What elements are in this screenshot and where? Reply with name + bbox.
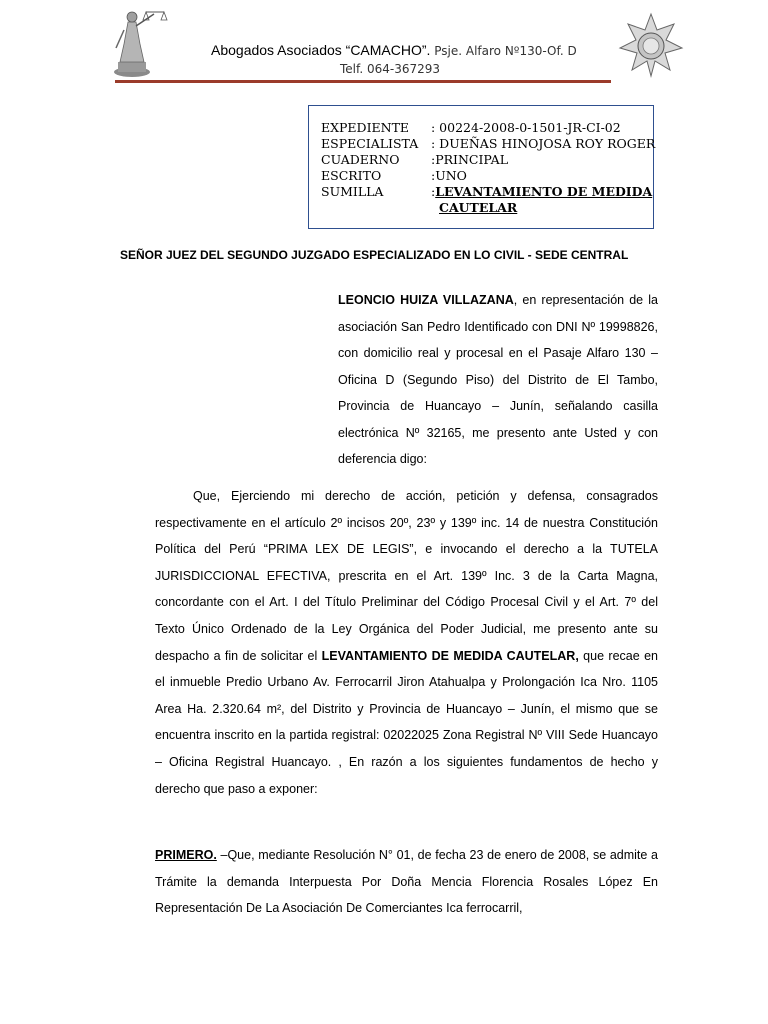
case-info-box	[308, 105, 654, 229]
paragraph-text: Que, Ejerciendo mi derecho de acción, petición y defensa, consagrados respectivamente en el artículo 2º incisos 20º, 23º y 139º inc. 14 de nuestra Constitución Política del Perú “PRIMA LEX DE LEGIS”, e invocando el derecho a la TUTELA JURISDICCIONAL EFECTIVA, prescrita en el Art. 139º Inc. 3 de la Carta Magna, concordante con el Art. I del Título Preliminar del Código Procesal Civil y el Art. 7º del Texto Único Ordenado de la Ley Orgánica del Poder Judicial, me presento ante su despacho a fin de solicitar el	[155, 489, 658, 663]
case-row-escrito	[321, 168, 467, 183]
section-heading-primero: PRIMERO.	[155, 848, 217, 862]
paragraph-bold-text: LEVANTAMIENTO DE MEDIDA CAUTELAR,	[321, 648, 579, 663]
case-label: ESPECIALISTA	[321, 136, 419, 151]
case-value: : DUEÑAS HINOJOSA ROY ROGER	[431, 136, 656, 151]
firm-address: Psje. Alfaro Nº130-Of. D	[430, 44, 577, 58]
firm-name: Abogados Asociados “CAMACHO”.	[211, 42, 431, 58]
intro-paragraph	[338, 287, 658, 473]
lady-justice-logo	[110, 4, 168, 78]
paragraph-text: –Que, mediante Resolución N° 01, de fecha 23 de enero de 2008, se admite a Trámite la demanda Interpuesta Por Doña Mencia Florencia Rosales López En Representación De La Asociación De Comerciantes Ica ferrocarril,	[155, 848, 658, 916]
police-star-logo	[618, 12, 684, 78]
case-label: SUMILLA	[321, 184, 384, 199]
sumilla-value: LEVANTAMIENTO DE MEDIDA	[435, 184, 653, 199]
case-label: CUADERNO	[321, 152, 400, 167]
case-value: : 00224-2008-0-1501-JR-CI-02	[431, 120, 621, 135]
firm-header	[211, 42, 577, 58]
paragraph-text: que recae en el inmueble Predio Urbano Av. Ferrocarril Jiron Atahualpa y Prolongación Ica Nro. 1105 Area Ha. 2.320.64 m², del Distrito y Provincia de Huancayo – Junín, el mismo que se encuentra inscrito en la partida registral: 02022025 Zona Registral Nº VIII Sede Huancayo – Oficina Registral Huancayo. , En razón a los siguientes fundamentos de hecho y derecho que paso a exponer:	[155, 648, 658, 796]
case-row-cuaderno	[321, 152, 508, 167]
sumilla-value-cont: CAUTELAR	[439, 200, 518, 215]
case-colon: :	[431, 184, 436, 199]
case-label: ESCRITO	[321, 168, 382, 183]
intro-text: , en representación de la asociación San Pedro Identificado con DNI Nº 19998826, con domicilio real y procesal en el Pasaje Alfaro 130 – Oficina D (Segundo Piso) del Distrito de El Tambo, Provincia de Huancayo – Junín, señalando casilla electrónica Nº 32165, me presento ante Usted y con deferencia digo:	[338, 293, 658, 466]
petitioner-name: LEONCIO HUIZA VILLAZANA	[338, 293, 514, 307]
case-value: :PRINCIPAL	[431, 152, 509, 167]
court-heading: SEÑOR JUEZ DEL SEGUNDO JUZGADO ESPECIALIZADO EN LO CIVIL - SEDE CENTRAL	[120, 248, 629, 262]
firm-phone: Telf. 064-367293	[340, 62, 441, 76]
case-value: :UNO	[431, 168, 467, 183]
header-divider	[115, 80, 611, 83]
case-row-especialista	[321, 136, 655, 151]
case-label: EXPEDIENTE	[321, 120, 410, 135]
body-paragraph-2	[155, 842, 658, 922]
case-row-expediente	[321, 120, 621, 135]
body-paragraph-1	[155, 483, 658, 802]
case-row-sumilla	[321, 184, 653, 215]
